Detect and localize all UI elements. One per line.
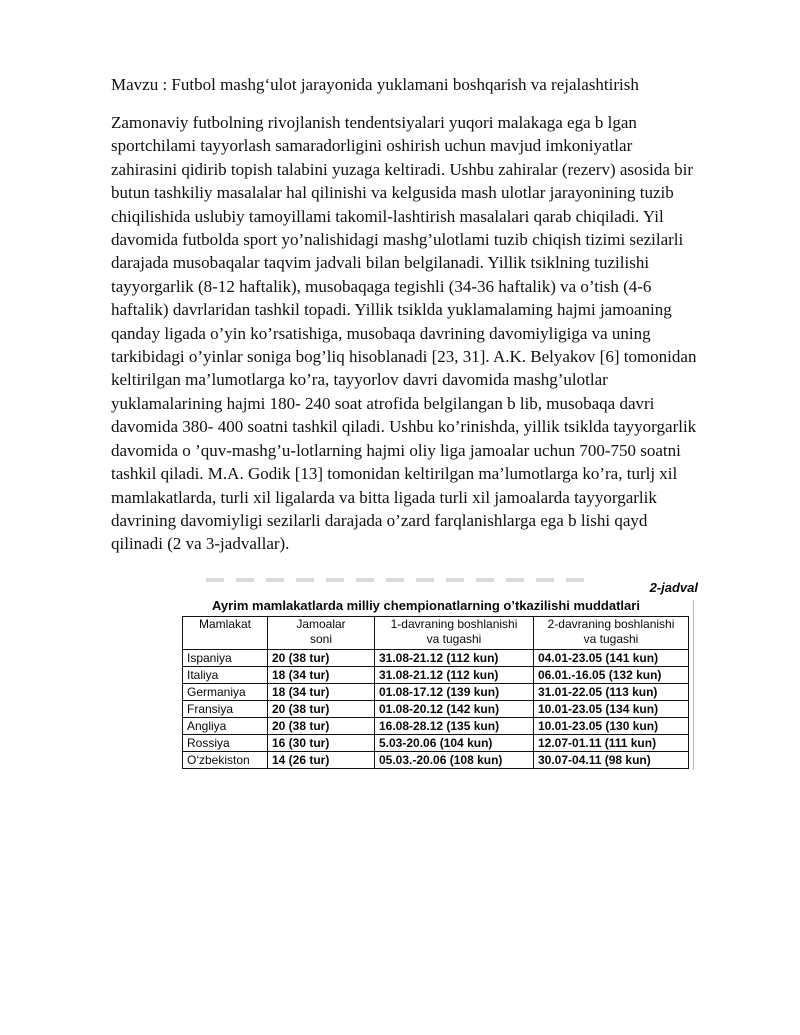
paragraph-line: davomida futbolda sport yo’nalishidagi mashg’ulotlami tuzib chiqish tizimi sezilarli [111, 230, 684, 250]
column-header-line1: 2-davraning boshlanishi [547, 617, 675, 631]
table-body [183, 650, 689, 769]
paragraph-line: yuklamalarining hajmi 180- 240 soat atrofida belgilangan b lib, musobaqa davri [111, 393, 655, 413]
column-header-line1: Mamlakat [198, 617, 251, 631]
table-cell-country: Italiya [183, 667, 268, 684]
paragraph-line: tashkil qiladi. M.A. Godik [13] tomonidan keltirilgan ma’lumotlarga ko’ra, turlj xil [111, 464, 678, 484]
table-cell-round1: 01.08-20.12 (142 kun) [375, 701, 534, 718]
column-header [375, 617, 534, 650]
paragraph-line: davomida o ’quv-mashg’u-lotlarning hajmi oliy liga jamoalar uchun 700-750 soatni [111, 440, 681, 460]
table-figure [176, 576, 696, 772]
scan-edge [693, 600, 694, 770]
column-header-line2: soni [309, 632, 332, 646]
table-header-row [183, 617, 689, 650]
column-header-line1: 1-davraning boshlanishi [390, 617, 518, 631]
paragraph-line: keltirilgan ma’lumotlarga ko’ra, tayyorlov davri davomida mashg’ulotlar [111, 370, 608, 390]
table-cell-round1: 31.08-21.12 (112 kun) [375, 650, 534, 667]
table-cell-teams: 20 (38 tur) [268, 701, 375, 718]
paragraph-line: zahirasini qidirib topish talabini yuzaga keltiradi. Ushbu zahiralar (rezerv) asosida bir [111, 159, 694, 179]
paragraph-line: qanday ligada o’yin ko’rsatishiga, musobaqa davrining davomiyligiga va uning [111, 323, 651, 343]
table-cell-teams: 20 (38 tur) [268, 650, 375, 667]
table-row [183, 650, 689, 667]
table-cell-round2: 31.01-22.05 (113 kun) [534, 684, 689, 701]
championship-table [182, 616, 689, 769]
table-row [183, 701, 689, 718]
table-cell-round2: 12.07-01.11 (111 kun) [534, 735, 689, 752]
table-cell-teams: 20 (38 tur) [268, 718, 375, 735]
table-title: Ayrim mamlakatlarda milliy chempionatlarning o’tkazilishi muddatlari [212, 598, 640, 613]
column-header-line2: va tugashi [583, 632, 639, 646]
column-header [534, 617, 689, 650]
paragraph-line: tayyorgarlik (8-12 haftalik), musobaqaga tegishli (34-36 haftalik) va o’tish (4-6 [111, 276, 652, 296]
paragraph-line: mamlakatlarda, turli xil ligalarda va bitta ligada turli xil jamoalarda tayyorgarlik [111, 487, 657, 507]
table-label: 2-jadval [649, 580, 698, 595]
table-row [183, 718, 689, 735]
paragraph-line: qilinadi (2 va 3-jadvallar). [111, 534, 290, 554]
table-cell-round2: 10.01-23.05 (130 kun) [534, 718, 689, 735]
table-row [183, 684, 689, 701]
table-row [183, 667, 689, 684]
column-header [183, 617, 268, 650]
body-paragraph [111, 111, 751, 556]
table-cell-round1: 31.08-21.12 (112 kun) [375, 667, 534, 684]
document-title: Mavzu : Futbol mashg‘ulot jarayonida yuklamani boshqarish va rejalashtirish [111, 75, 639, 94]
table-cell-round1: 5.03-20.06 (104 kun) [375, 735, 534, 752]
paragraph-line: davomida 380- 400 soatni tashkil qiladi. Ushbu ko’rinishda, yillik tsiklda tayyorgarlik [111, 417, 697, 437]
scan-artifact [206, 578, 586, 582]
paragraph-line: tarkibidagi o’yinlar soniga bog’liq hisoblanadi [23, 31]. A.K. Belyakov [6] tomonidan [111, 347, 697, 367]
table-cell-round2: 10.01-23.05 (134 kun) [534, 701, 689, 718]
table-cell-teams: 14 (26 tur) [268, 752, 375, 769]
table-cell-round2: 06.01.-16.05 (132 kun) [534, 667, 689, 684]
table-row [183, 752, 689, 769]
paragraph-line: chiqilishida uslubiy tamoyillami takomil-lashtirish masalalari qarab chiqiladi. Yil [111, 206, 664, 226]
table-cell-country: Ispaniya [183, 650, 268, 667]
table-cell-teams: 16 (30 tur) [268, 735, 375, 752]
column-header-line1: Jamoalar [296, 617, 346, 631]
table-cell-teams: 18 (34 tur) [268, 684, 375, 701]
paragraph-line: darajada musobaqalar taqvim jadvali bilan belgilanadi. Yillik tsiklning tuzilishi [111, 253, 650, 273]
table-cell-teams: 18 (34 tur) [268, 667, 375, 684]
table-cell-round2: 30.07-04.11 (98 kun) [534, 752, 689, 769]
table-cell-round2: 04.01-23.05 (141 kun) [534, 650, 689, 667]
paragraph-line: Zamonaviy futbolning rivojlanish tendentsiyalari yuqori malakaga ega b lgan [111, 113, 637, 132]
table-cell-country: Angliya [183, 718, 268, 735]
table-cell-country: Rossiya [183, 735, 268, 752]
column-header [268, 617, 375, 650]
paragraph-line: haftalik) davrlaridan tashkil topadi. Yillik tsiklda yuklamalaming hajmi jamoaning [111, 300, 672, 320]
table-cell-round1: 01.08-17.12 (139 kun) [375, 684, 534, 701]
column-header-line2: va tugashi [426, 632, 482, 646]
table-cell-country: Fransiya [183, 701, 268, 718]
paragraph-line: davrining davomiyligi sezilarli darajada o’zard farqlanishlarga ega b lishi qayd [111, 510, 648, 530]
paragraph-line: butun tashkiliy masalalar hal qilinishi va kelgusida mash ulotlar jarayonining tuzib [111, 183, 674, 203]
paragraph-line: sportchilami tayyorlash samaradorligini oshirish uchun mavjud imkoniyatlar [111, 136, 633, 156]
table-cell-round1: 16.08-28.12 (135 kun) [375, 718, 534, 735]
table-cell-country: Germaniya [183, 684, 268, 701]
table-cell-country: O‘zbekiston [183, 752, 268, 769]
table-row [183, 735, 689, 752]
table-cell-round1: 05.03.-20.06 (108 kun) [375, 752, 534, 769]
